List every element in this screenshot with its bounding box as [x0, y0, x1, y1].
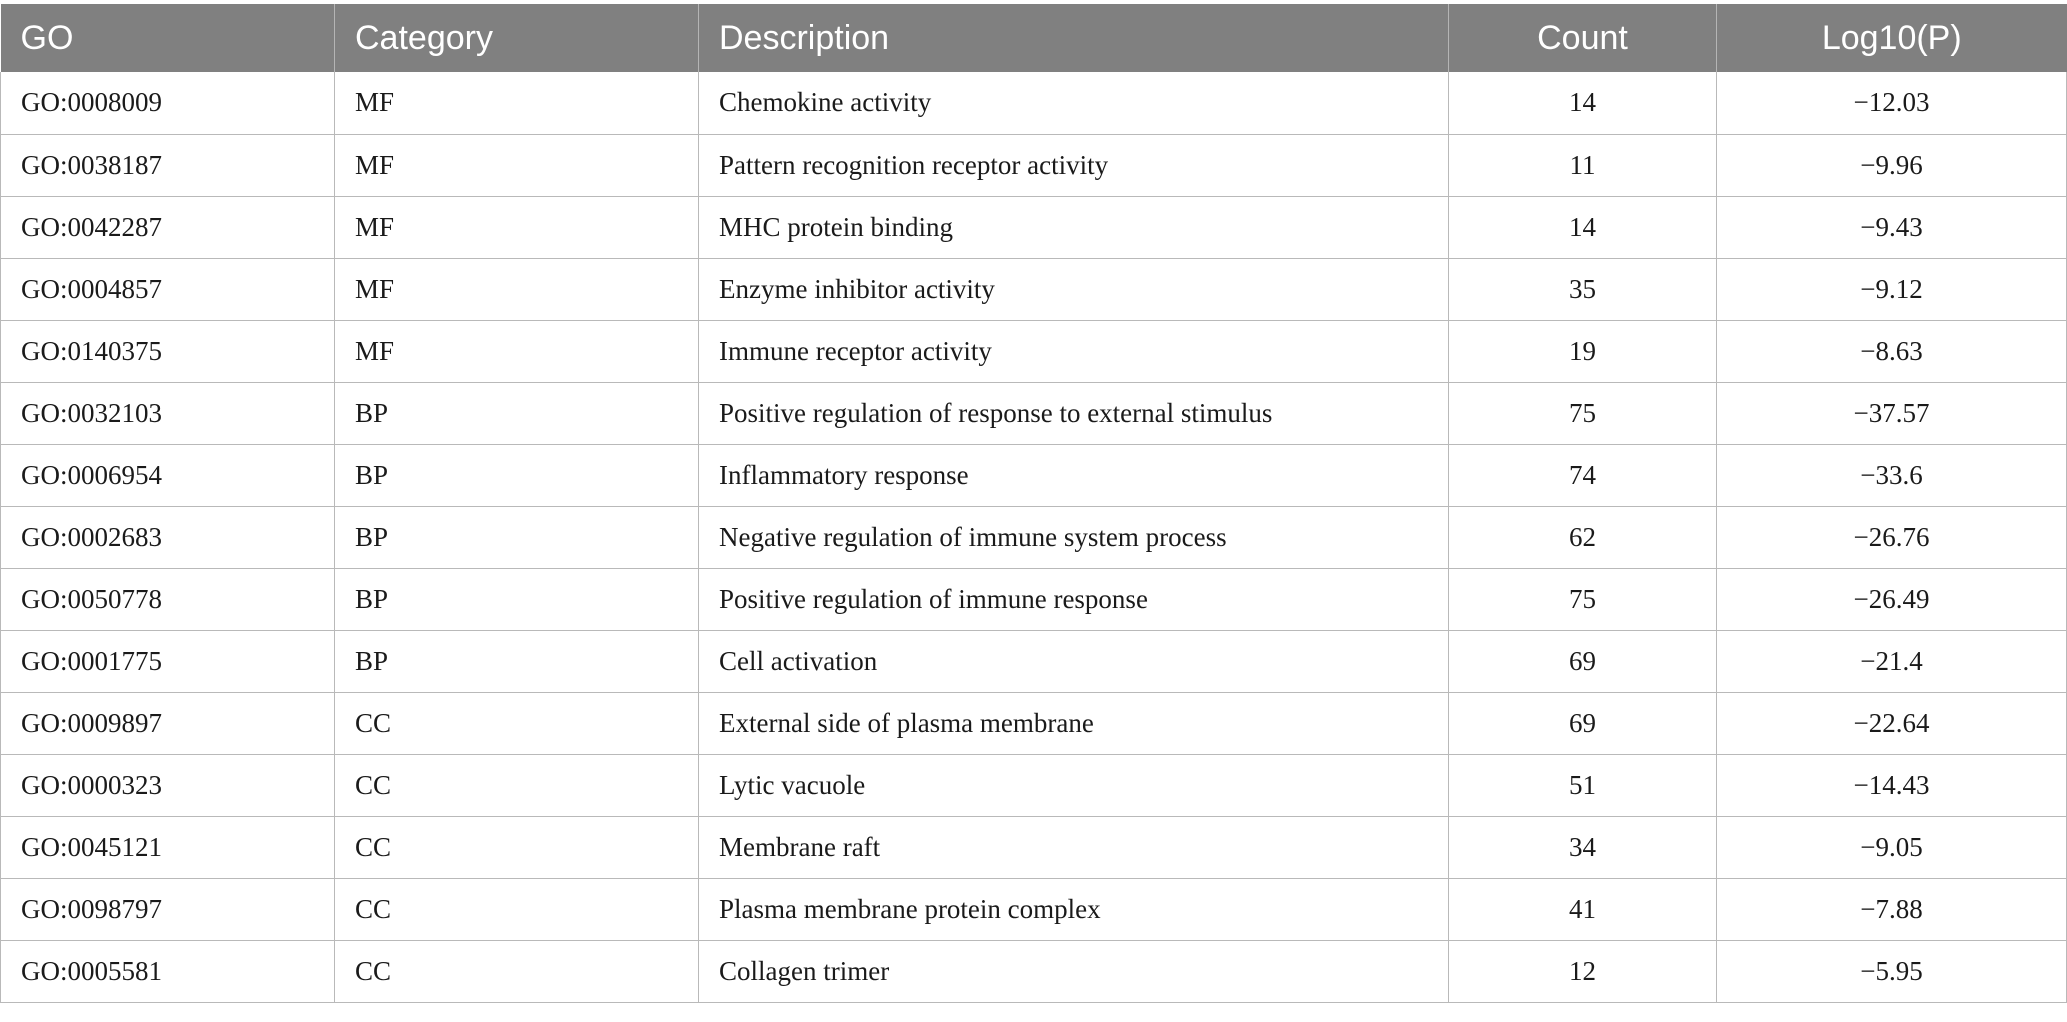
cell-count: 19 [1449, 320, 1717, 382]
cell-count: 75 [1449, 568, 1717, 630]
cell-go: GO:0006954 [1, 444, 335, 506]
table-row [1, 940, 2067, 1002]
cell-count: 11 [1449, 134, 1717, 196]
cell-description: External side of plasma membrane [699, 692, 1449, 754]
cell-go: GO:0038187 [1, 134, 335, 196]
cell-category: MF [335, 196, 699, 258]
header-row [1, 4, 2067, 72]
cell-count: 41 [1449, 878, 1717, 940]
cell-count: 14 [1449, 196, 1717, 258]
cell-log10p: −5.95 [1717, 940, 2067, 1002]
cell-description: Plasma membrane protein complex [699, 878, 1449, 940]
cell-go: GO:0009897 [1, 692, 335, 754]
cell-description: Cell activation [699, 630, 1449, 692]
cell-description: MHC protein binding [699, 196, 1449, 258]
cell-go: GO:0005581 [1, 940, 335, 1002]
header-go: GO [1, 4, 335, 72]
cell-log10p: −21.4 [1717, 630, 2067, 692]
cell-go: GO:0004857 [1, 258, 335, 320]
cell-category: BP [335, 630, 699, 692]
table-row [1, 444, 2067, 506]
table-row [1, 72, 2067, 134]
cell-go: GO:0045121 [1, 816, 335, 878]
cell-count: 51 [1449, 754, 1717, 816]
cell-go: GO:0050778 [1, 568, 335, 630]
cell-description: Chemokine activity [699, 72, 1449, 134]
cell-count: 34 [1449, 816, 1717, 878]
go-enrichment-table-container [0, 4, 2066, 1003]
table-row [1, 196, 2067, 258]
cell-description: Lytic vacuole [699, 754, 1449, 816]
cell-category: BP [335, 506, 699, 568]
cell-description: Positive regulation of response to external stimulus [699, 382, 1449, 444]
cell-go: GO:0001775 [1, 630, 335, 692]
cell-count: 35 [1449, 258, 1717, 320]
cell-category: CC [335, 816, 699, 878]
cell-category: MF [335, 72, 699, 134]
table-row [1, 382, 2067, 444]
cell-go: GO:0042287 [1, 196, 335, 258]
table-row [1, 754, 2067, 816]
cell-category: CC [335, 692, 699, 754]
cell-category: BP [335, 382, 699, 444]
table-row [1, 816, 2067, 878]
cell-log10p: −14.43 [1717, 754, 2067, 816]
table-row [1, 878, 2067, 940]
cell-log10p: −26.76 [1717, 506, 2067, 568]
cell-description: Negative regulation of immune system process [699, 506, 1449, 568]
cell-go: GO:0008009 [1, 72, 335, 134]
table-row [1, 692, 2067, 754]
cell-category: CC [335, 754, 699, 816]
table-row [1, 630, 2067, 692]
cell-description: Collagen trimer [699, 940, 1449, 1002]
cell-category: CC [335, 940, 699, 1002]
cell-count: 69 [1449, 692, 1717, 754]
cell-description: Membrane raft [699, 816, 1449, 878]
header-log10p: Log10(P) [1821, 18, 1962, 57]
cell-category: MF [335, 134, 699, 196]
header-description: Description [699, 4, 1449, 72]
cell-category: BP [335, 568, 699, 630]
cell-log10p: −8.63 [1717, 320, 2067, 382]
cell-log10p: −7.88 [1717, 878, 2067, 940]
cell-description: Pattern recognition receptor activity [699, 134, 1449, 196]
cell-go: GO:0032103 [1, 382, 335, 444]
cell-category: CC [335, 878, 699, 940]
cell-count: 75 [1449, 382, 1717, 444]
header-category: Category [335, 4, 699, 72]
cell-go: GO:0002683 [1, 506, 335, 568]
table-row [1, 134, 2067, 196]
cell-log10p: −9.12 [1717, 258, 2067, 320]
cell-log10p: −12.03 [1717, 72, 2067, 134]
table-body [1, 72, 2067, 1002]
cell-category: BP [335, 444, 699, 506]
cell-count: 74 [1449, 444, 1717, 506]
cell-log10p: −37.57 [1717, 382, 2067, 444]
cell-log10p: −26.49 [1717, 568, 2067, 630]
table-row [1, 320, 2067, 382]
cell-count: 62 [1449, 506, 1717, 568]
cell-log10p: −22.64 [1717, 692, 2067, 754]
cell-description: Immune receptor activity [699, 320, 1449, 382]
table-header [1, 4, 2067, 72]
cell-go: GO:0000323 [1, 754, 335, 816]
go-enrichment-table [0, 4, 2067, 1003]
cell-count: 69 [1449, 630, 1717, 692]
cell-description: Enzyme inhibitor activity [699, 258, 1449, 320]
cell-category: MF [335, 258, 699, 320]
cell-category: MF [335, 320, 699, 382]
cell-count: 12 [1449, 940, 1717, 1002]
header-count: Count [1449, 4, 1717, 72]
cell-count: 14 [1449, 72, 1717, 134]
cell-log10p: −9.05 [1717, 816, 2067, 878]
table-row [1, 258, 2067, 320]
cell-log10p: −9.96 [1717, 134, 2067, 196]
table-row [1, 568, 2067, 630]
table-row [1, 506, 2067, 568]
cell-description: Positive regulation of immune response [699, 568, 1449, 630]
cell-description: Inflammatory response [699, 444, 1449, 506]
cell-log10p: −33.6 [1717, 444, 2067, 506]
cell-log10p: −9.43 [1717, 196, 2067, 258]
cell-go: GO:0140375 [1, 320, 335, 382]
cell-go: GO:0098797 [1, 878, 335, 940]
